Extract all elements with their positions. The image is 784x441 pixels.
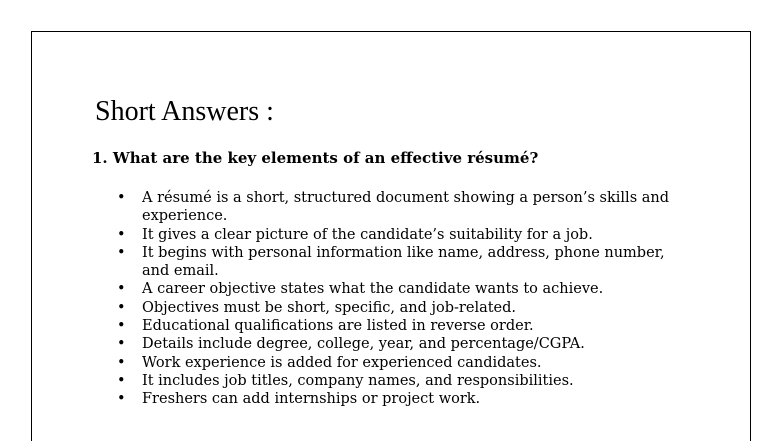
list-item: • A résumé is a short, structured document showing a person’s skills and experience. [117,189,677,226]
answer-list [117,189,677,409]
list-item: • Objectives must be short, specific, and job-related. [117,299,677,317]
list-item: • It includes job titles, company names, and responsibilities. [117,372,677,390]
list-item: • Freshers can add internships or project work. [117,390,677,408]
list-item: • A career objective states what the candidate wants to achieve. [117,280,677,298]
list-item: • It gives a clear picture of the candidate’s suitability for a job. [117,226,677,244]
list-item: • It begins with personal information like name, address, phone number, and email. [117,244,677,281]
list-item: • Educational qualifications are listed in reverse order. [117,317,677,335]
list-item: • Details include degree, college, year, and percentage/CGPA. [117,335,677,353]
document-page [31,31,751,441]
question-heading: 1. What are the key elements of an effective résumé? [92,149,539,167]
section-title: Short Answers : [95,96,274,127]
list-item: • Work experience is added for experienced candidates. [117,354,677,372]
